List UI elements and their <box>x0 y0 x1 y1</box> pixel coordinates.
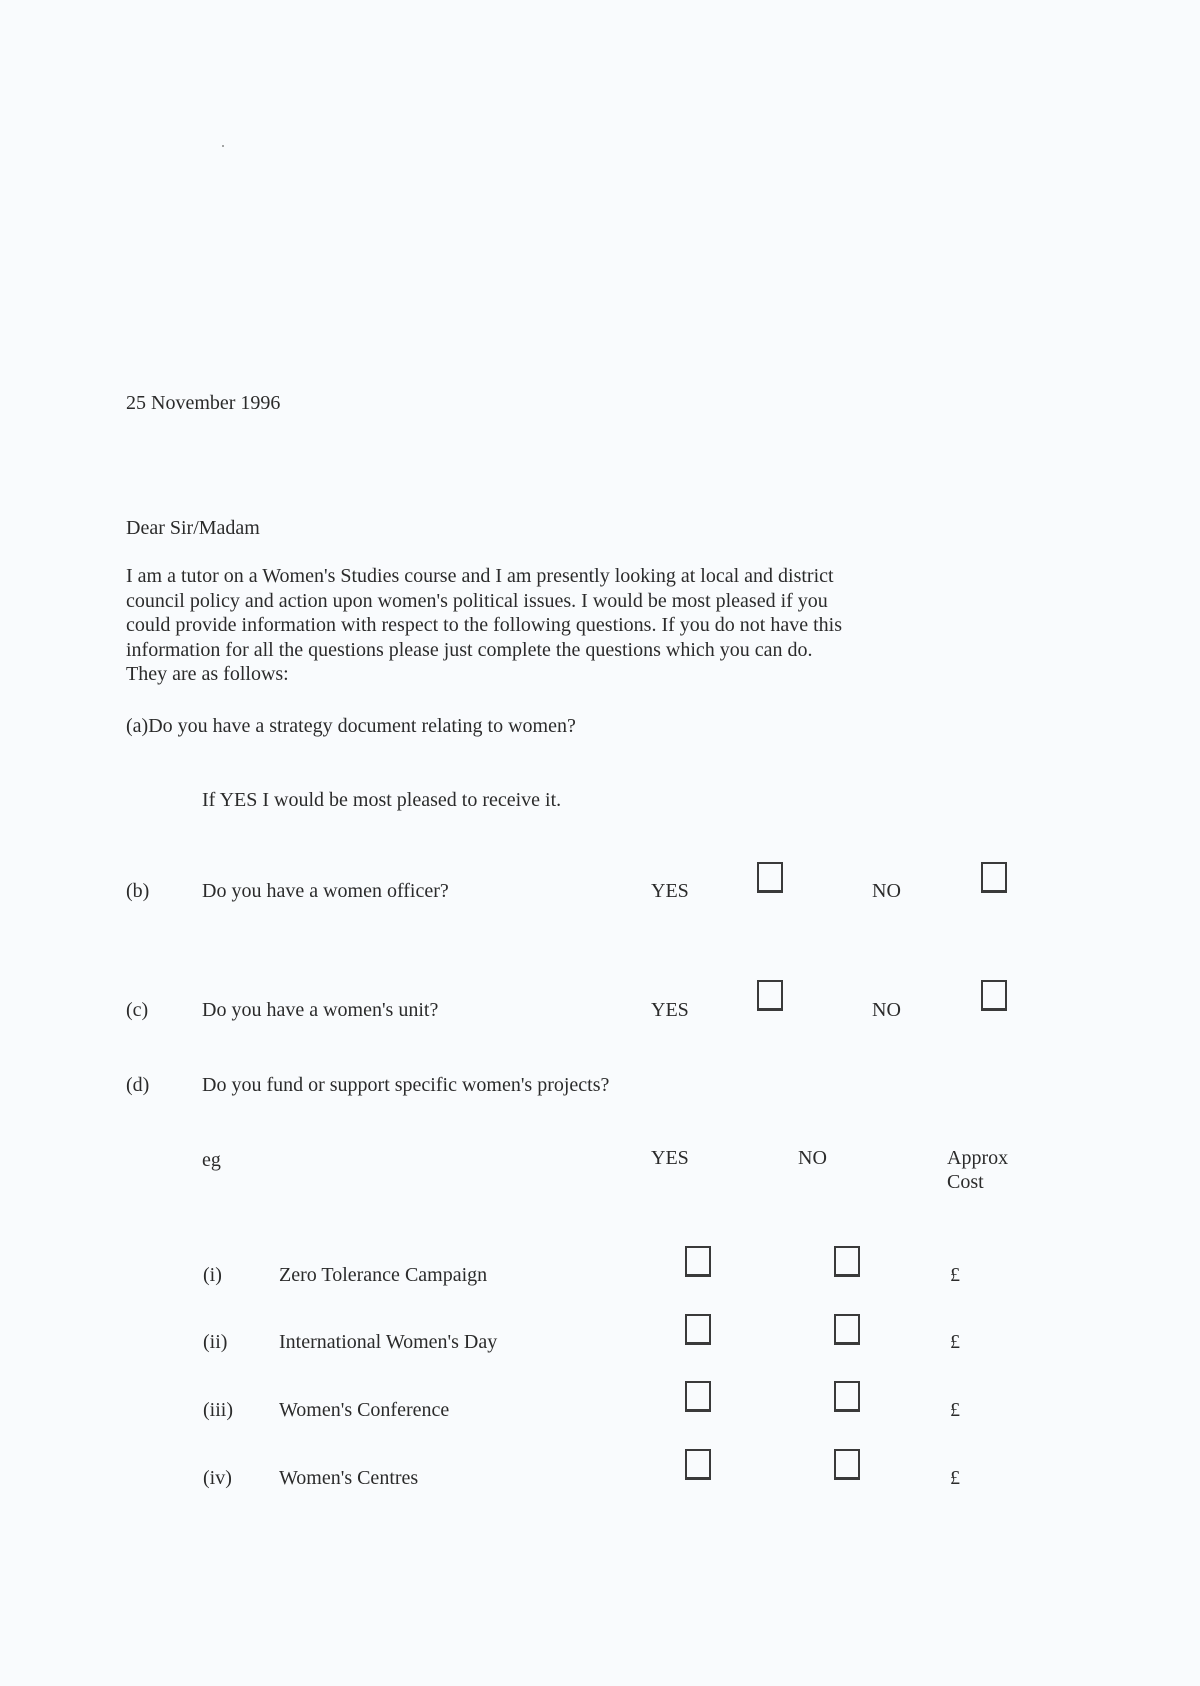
question-b-no-checkbox[interactable] <box>981 862 1007 893</box>
body-line: They are as follows: <box>126 663 289 685</box>
project-yes-checkbox[interactable] <box>685 1246 711 1277</box>
project-cost-input[interactable] <box>960 1331 1064 1354</box>
question-b-yes-label: YES <box>651 880 689 902</box>
question-d-text: Do you fund or support specific women's projects? <box>202 1074 610 1096</box>
projects-header-cost-line2: Cost <box>947 1171 984 1193</box>
question-b-label: (b) <box>126 880 150 902</box>
project-numeral: (i) <box>203 1264 222 1286</box>
scan-speck <box>222 145 224 147</box>
question-c-no-checkbox[interactable] <box>981 980 1007 1011</box>
question-c-text: Do you have a women's unit? <box>202 999 439 1021</box>
project-cost-field <box>950 1330 1064 1354</box>
project-numeral: (iii) <box>203 1399 233 1421</box>
question-c-label: (c) <box>126 999 149 1021</box>
project-yes-checkbox[interactable] <box>685 1381 711 1412</box>
project-no-checkbox[interactable] <box>834 1381 860 1412</box>
currency-symbol: £ <box>950 1331 960 1353</box>
project-yes-checkbox[interactable] <box>685 1314 711 1345</box>
project-no-checkbox[interactable] <box>834 1314 860 1345</box>
project-name: International Women's Day <box>279 1331 498 1353</box>
currency-symbol: £ <box>950 1399 960 1421</box>
question-b-text: Do you have a women officer? <box>202 880 449 902</box>
letter-salutation: Dear Sir/Madam <box>126 517 260 539</box>
question-c-no-label: NO <box>872 999 901 1021</box>
project-name: Zero Tolerance Campaign <box>279 1264 488 1286</box>
question-d-label: (d) <box>126 1074 150 1096</box>
body-line: information for all the questions please just complete the questions which you can do. <box>126 638 813 661</box>
project-yes-checkbox[interactable] <box>685 1449 711 1480</box>
body-line: I am a tutor on a Women's Studies course and I am presently looking at local and district <box>126 565 834 587</box>
project-cost-field <box>950 1466 1064 1490</box>
projects-header-cost-line1: Approx <box>947 1147 1009 1169</box>
question-b-yes-checkbox[interactable] <box>757 862 783 893</box>
project-numeral: (ii) <box>203 1331 228 1353</box>
question-c-yes-label: YES <box>651 999 689 1021</box>
question-c-yes-checkbox[interactable] <box>757 980 783 1011</box>
question-a-followup: If YES I would be most pleased to receive it. <box>202 789 562 811</box>
project-cost-input[interactable] <box>960 1264 1064 1287</box>
project-name: Women's Centres <box>279 1467 419 1489</box>
project-name: Women's Conference <box>279 1399 450 1421</box>
projects-header-yes: YES <box>651 1147 689 1169</box>
project-numeral: (iv) <box>203 1467 232 1489</box>
projects-header-no: NO <box>798 1147 827 1169</box>
question-b-no-label: NO <box>872 880 901 902</box>
project-cost-input[interactable] <box>960 1399 1064 1422</box>
project-cost-input[interactable] <box>960 1467 1064 1490</box>
letter-date: 25 November 1996 <box>126 392 281 414</box>
letter-body <box>126 564 1056 687</box>
currency-symbol: £ <box>950 1467 960 1489</box>
body-line: council policy and action upon women's political issues. I would be most pleased if you <box>126 589 828 612</box>
project-no-checkbox[interactable] <box>834 1246 860 1277</box>
currency-symbol: £ <box>950 1264 960 1286</box>
question-a-text: (a)Do you have a strategy document relating to women? <box>126 715 576 737</box>
project-no-checkbox[interactable] <box>834 1449 860 1480</box>
project-cost-field <box>950 1398 1064 1422</box>
projects-header-eg: eg <box>202 1149 221 1171</box>
body-line: could provide information with respect to the following questions. If you do not have this <box>126 614 842 636</box>
project-cost-field <box>950 1263 1064 1287</box>
